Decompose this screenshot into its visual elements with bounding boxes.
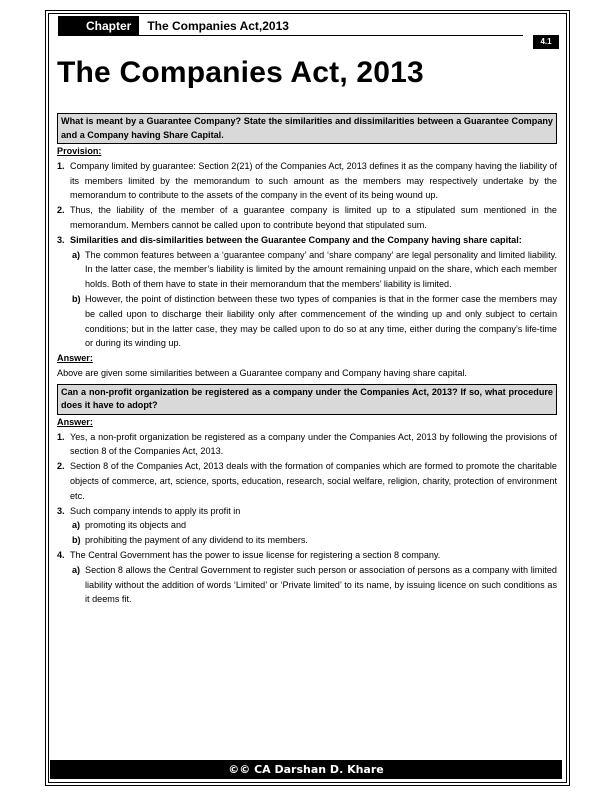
main-content <box>57 113 557 607</box>
sub-item-number: a) <box>72 249 81 260</box>
item-number: 4. <box>57 549 65 560</box>
list-item <box>57 430 557 460</box>
item-text: Yes, a non-profit organization be registered as a company under the Companies Act, 2013 by following the provisions of section 8 of the Companies Act, 2013. <box>70 431 557 457</box>
page-title: The Companies Act, 2013 <box>57 56 424 89</box>
item-number: 1. <box>57 160 65 171</box>
footer-author: ©© CA Darshan D. Khare <box>50 760 562 779</box>
provision-list <box>57 159 557 351</box>
list-item <box>57 504 557 548</box>
answer-list <box>57 430 557 608</box>
sub-item <box>70 248 557 292</box>
sub-item <box>70 563 557 607</box>
item-number: 1. <box>57 431 65 442</box>
sub-item <box>70 518 557 533</box>
list-item <box>57 203 557 233</box>
sub-item-number: b) <box>72 293 81 304</box>
item-number: 2. <box>57 205 65 216</box>
item-text: Section 8 of the Companies Act, 2013 deals with the formation of companies which are formed to promote the charitable objects of commerce, art, science, sports, education, research, social welfare, religion, charity, protection of environment etc. <box>70 461 557 501</box>
sub-item <box>70 533 557 548</box>
chapter-title: The Companies Act,2013 <box>139 16 523 36</box>
list-item <box>57 159 557 203</box>
sub-item-text: The common features between a ‘guarantee company’ and ‘share company’ are legal personality and limited liability. In the latter case, the member’s liability is limited by the amount remaining unpaid on the share, which each member holds. Both of them have to state in their memorandum that the members’ liability is limited. <box>85 249 557 290</box>
sub-item-text: promoting its objects and <box>85 520 187 531</box>
item-number: 2. <box>57 461 65 472</box>
item-text: Such company intends to apply its profit in <box>70 505 241 516</box>
answer-label: Answer: <box>57 353 93 364</box>
item-text: Company limited by guarantee: Section 2(21) of the Companies Act, 2013 defines it as the company having the liability of its members limited by the memorandum to such amount as the members may respectively undertake by the memorandum to contribute to the assets of the company in the event of its being wound up. <box>70 160 557 201</box>
sub-item-text: Section 8 allows the Central Government to register such person or association of persons as a company with limited liability without the addition of words ‘Limited’ or ‘Private limited’ to its name, by issuing licence on such conditions as it deems fit. <box>85 564 557 605</box>
question-box-2: Can a non-profit organization be registered as a company under the Companies Act, 2013? If so, what procedure does it have to adopt? <box>57 384 557 415</box>
question-box-1: What is meant by a Guarantee Company? State the similarities and dissimilarities between a Guarantee Company and a Company having Share Capital. <box>57 113 557 144</box>
sub-list <box>70 518 557 548</box>
section-number-badge: 4.1 <box>533 35 559 49</box>
answer-text: Above are given some similarities between a Guarantee company and Company having share capital. <box>57 367 467 378</box>
list-item <box>57 459 557 503</box>
chapter-header <box>58 16 523 36</box>
list-item <box>57 233 557 351</box>
answer-label: Answer: <box>57 416 93 427</box>
item-text: The Central Government has the power to issue license for registering a section 8 company. <box>70 549 441 560</box>
item-text: Thus, the liability of the member of a guarantee company is limited up to a stipulated sum mentioned in the memorandum. Members cannot be called upon to contribute beyond that stipulated sum. <box>70 205 557 230</box>
list-item <box>57 548 557 607</box>
sub-item-text: However, the point of distinction between these two types of companies is that in the former case the members may be called upon to discharge their liability only after commencement of the winding up and only subject to certain conditions; but in the latter case, they may be called upon to do so at any time, either during the company’s life-time or during its winding up. <box>85 293 557 349</box>
sub-item-number: a) <box>72 520 81 531</box>
sub-item <box>70 292 557 351</box>
item-number: 3. <box>57 505 65 516</box>
sub-list <box>70 563 557 607</box>
sub-list <box>70 248 557 352</box>
chapter-label: Chapter <box>58 16 139 36</box>
sub-item-number: a) <box>72 564 81 575</box>
item-number: 3. <box>57 234 65 245</box>
sub-item-number: b) <box>72 535 81 546</box>
provision-label: Provision: <box>57 146 102 156</box>
sub-item-text: prohibiting the payment of any dividend to its members. <box>85 535 308 546</box>
item-text: Similarities and dis-similarities between the Guarantee Company and the Company having share capital: <box>70 234 522 245</box>
